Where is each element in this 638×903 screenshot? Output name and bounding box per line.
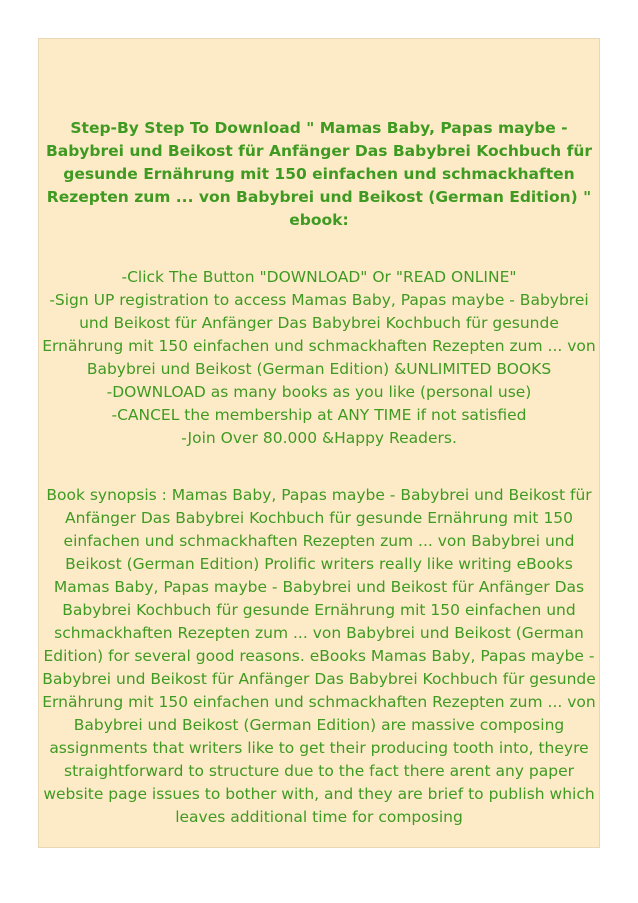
instruction-download: -DOWNLOAD as many books as you like (personal use) [106, 383, 532, 401]
book-synopsis: Book synopsis : Mamas Baby, Papas maybe - Babybrei und Beikost für Anfänger Das Babybrei Kochbuch für gesunde Ernährung mit 150 einfachen und schmackhaften Rezepten zum ... von Babybrei und Beikost (German Edition) Prolific writers really like writing eBooks Mamas Baby, Papas maybe - Babybrei und Beikost für Anfänger Das Babybrei Kochbuch für gesunde Ernährung mit 150 einfachen und schmackhaften Rezepten zum ... von Babybrei und Beikost (German Edition) for several good reasons. eBooks Mamas Baby, Papas maybe - Babybrei und Beikost für Anfänger Das Babybrei Kochbuch für gesunde Ernährung mit 150 einfachen und schmackhaften Rezepten zum ... von Babybrei und Beikost (German Edition) are massive composing assignments that writers like to get their producing tooth into, theyre straightforward to structure due to the fact there arent any paper website page issues to bother with, and they are brief to publish which leaves additional time for composing [42, 486, 596, 826]
page-content [39, 117, 599, 829]
instruction-join: -Join Over 80.000 &Happy Readers. [181, 429, 457, 447]
instruction-cancel: -CANCEL the membership at ANY TIME if not satisfied [111, 406, 527, 424]
download-heading: Step-By Step To Download " Mamas Baby, Papas maybe - Babybrei und Beikost für Anfänger Das Babybrei Kochbuch für gesunde Ernährung mit 150 einfachen und schmackhaften Rezepten zum ... von Babybrei und Beikost (German Edition) " ebook: [45, 119, 593, 229]
instruction-sign-up: -Sign UP registration to access Mamas Baby, Papas maybe - Babybrei und Beikost für Anfänger Das Babybrei Kochbuch für gesunde Ernährung mit 150 einfachen und schmackhaften Rezepten zum ... von Babybrei und Beikost (German Edition) &UNLIMITED BOOKS [42, 291, 596, 378]
document-page [38, 38, 600, 848]
instructions-list [41, 266, 597, 450]
instruction-click-button: -Click The Button "DOWNLOAD" Or "READ ONLINE" [121, 268, 517, 286]
